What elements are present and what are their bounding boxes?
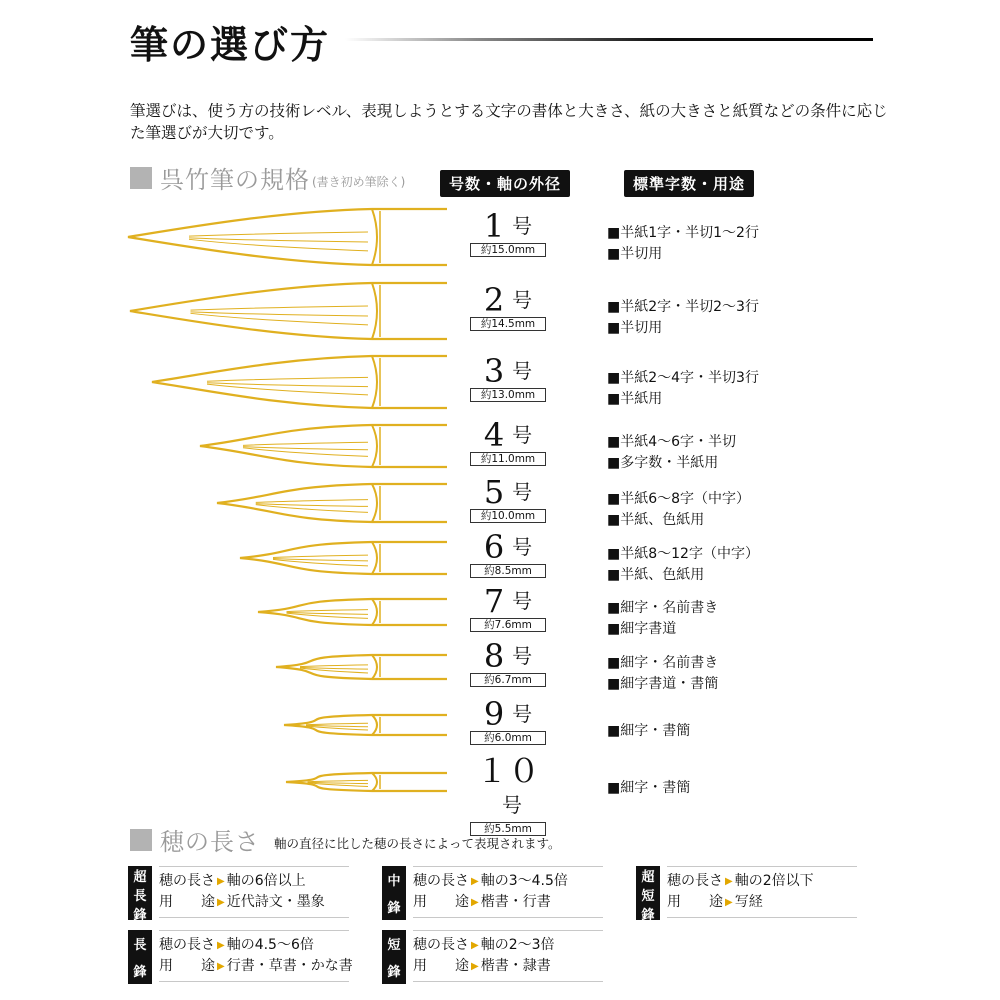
legend-box-2: [382, 866, 603, 920]
triangle-arrow-icon: ▶: [725, 876, 733, 887]
legend-length-row: [667, 871, 857, 892]
triangle-arrow-icon: ▶: [471, 961, 479, 972]
legend-use-value: 楷書・行書: [480, 894, 551, 910]
legend-badge-char: 短: [641, 889, 655, 904]
brush-number-value: 4: [483, 416, 505, 454]
length-section-note: 軸の直径に比した穂の長さによって表現されます。: [274, 835, 561, 851]
brush-3: [152, 356, 447, 408]
legend-use-label-b: 途: [201, 894, 215, 910]
legend-use-label-a: 用: [159, 894, 173, 910]
brush-number-value: 2: [483, 281, 505, 319]
legend-box-4: [128, 930, 353, 984]
brush-4: [200, 425, 447, 467]
legend-lines: [152, 866, 349, 920]
length-section-header: [130, 822, 561, 857]
usage-line: ■細字書道・書簡: [607, 676, 719, 692]
triangle-arrow-icon: ▶: [725, 897, 733, 908]
brush-number: [470, 283, 546, 317]
usage-line: ■半紙2〜4字・半切3行: [607, 370, 759, 386]
legend-badge-char: 鋒: [133, 965, 147, 980]
usage-column-label: 標準字数・用途: [624, 170, 754, 197]
legend-badge: [382, 930, 406, 984]
legend-lines: [660, 866, 857, 920]
usage-line: ■半紙1字・半切1〜2行: [607, 225, 759, 241]
spec-section-title: 呉竹筆の規格: [160, 166, 310, 194]
legend-badge: [636, 866, 660, 923]
brush-size-1: [470, 209, 546, 257]
usage-line: ■半紙、色紙用: [607, 567, 705, 583]
brush-number-unit: 号: [512, 589, 533, 613]
brush-number: [470, 209, 546, 243]
brush-number: [470, 639, 546, 673]
legend-use-label-b: 途: [455, 958, 469, 974]
brush-number-value: 8: [483, 637, 505, 675]
legend-use-label-b: 途: [201, 958, 215, 974]
legend-box-1: [128, 866, 349, 923]
legend-length-row: [413, 871, 603, 892]
brush-usage-9: [607, 721, 690, 742]
brush-8: [276, 655, 447, 679]
legend-length-label: 穂の長さ: [413, 937, 469, 953]
legend-box-3: [636, 866, 857, 923]
usage-line: ■細字・書簡: [607, 780, 691, 796]
legend-badge: [128, 866, 152, 923]
brush-number: [470, 697, 546, 731]
brush-number-unit: 号: [512, 288, 533, 312]
legend-length-row: [159, 871, 349, 892]
legend-use-row: [159, 956, 353, 977]
brush-diameter: 約14.5mm: [470, 317, 546, 331]
brush-5: [217, 484, 447, 522]
legend-box-5: [382, 930, 603, 984]
brush-number-unit: 号: [502, 793, 522, 817]
triangle-arrow-icon: ▶: [217, 961, 225, 972]
brush-1: [128, 209, 447, 265]
brush-number-unit: 号: [512, 480, 533, 504]
brush-number-value: 9: [483, 695, 505, 733]
usage-line: ■半紙2字・半切2〜3行: [607, 299, 759, 315]
legend-use-label-a: 用: [159, 958, 173, 974]
brush-usage-7: [607, 598, 718, 640]
legend-use-label-a: 用: [667, 894, 681, 910]
legend-use-row: [667, 892, 857, 913]
brush-size-8: [470, 639, 546, 687]
legend-use-label-a: 用: [413, 894, 427, 910]
legend-badge-char: 鋒: [641, 908, 655, 923]
brush-number-unit: 号: [512, 214, 533, 238]
brush-diameter: 約11.0mm: [470, 452, 546, 466]
legend-use-row: [413, 892, 603, 913]
brush-diameter: 約5.5mm: [470, 822, 546, 836]
triangle-arrow-icon: ▶: [471, 897, 479, 908]
brush-9: [284, 715, 447, 735]
usage-line: ■半紙4〜6字・半切: [607, 434, 737, 450]
triangle-arrow-icon: ▶: [217, 897, 225, 908]
brush-number-value: 6: [483, 528, 505, 566]
usage-line: ■半紙用: [607, 391, 663, 407]
brush-number-value: 7: [483, 582, 505, 620]
brush-usage-6: [607, 544, 759, 586]
brush-number: [470, 418, 546, 452]
legend-use-label-b: 途: [709, 894, 723, 910]
legend-length-value: 軸の6倍以上: [226, 873, 306, 889]
brush-6: [240, 542, 447, 574]
brush-size-3: [470, 354, 546, 402]
brush-diameter: 約7.6mm: [470, 618, 546, 632]
legend-badge-char: 中: [387, 874, 401, 889]
usage-line: ■半紙6〜8字（中字）: [607, 491, 751, 507]
usage-line: ■細字・名前書き: [607, 655, 719, 671]
legend-length-value: 軸の3〜4.5倍: [480, 873, 568, 889]
brush-number-unit: 号: [512, 644, 533, 668]
size-column-label: 号数・軸の外径: [440, 170, 570, 197]
usage-line: ■細字・書簡: [607, 723, 691, 739]
brush-size-5: [470, 475, 546, 523]
brush-size-6: [470, 530, 546, 578]
triangle-arrow-icon: ▶: [471, 940, 479, 951]
usage-line: ■半紙8〜12字（中字）: [607, 546, 759, 562]
legend-badge-char: 長: [133, 889, 147, 904]
triangle-arrow-icon: ▶: [471, 876, 479, 887]
brush-diameter: 約15.0mm: [470, 243, 546, 257]
legend-use-label-b: 途: [455, 894, 469, 910]
usage-line: ■細字・名前書き: [607, 600, 719, 616]
legend-badge-char: 短: [387, 938, 401, 953]
brush-number-unit: 号: [512, 423, 533, 447]
page-title: 筆の選び方: [130, 22, 331, 67]
legend-use-value: 近代詩文・墨象: [226, 894, 325, 910]
brush-number-unit: 号: [512, 535, 533, 559]
intro-text: 筆選びは、使う方の技術レベル、表現しようとする文字の書体と大きさ、紙の大きさと紙質などの条件に応じた筆選びが大切です。: [130, 102, 888, 142]
brush-number-unit: 号: [512, 702, 533, 726]
legend-length-label: 穂の長さ: [159, 937, 215, 953]
legend-badge-char: 鋒: [387, 901, 401, 916]
brush-diameter: 約10.0mm: [470, 509, 546, 523]
usage-line: ■多字数・半紙用: [607, 455, 719, 471]
legend-badge-char: 長: [133, 938, 147, 953]
brush-diameter: 約6.7mm: [470, 673, 546, 687]
brush-usage-3: [607, 368, 759, 410]
brush-number-value: 3: [483, 352, 505, 390]
brush-2: [130, 283, 447, 339]
section-square-icon: [130, 829, 152, 851]
brush-usage-1: [607, 223, 759, 265]
brush-number-value: 1: [483, 207, 505, 245]
brush-size-2: [470, 283, 546, 331]
brush-number-value: １０: [475, 752, 540, 790]
usage-line: ■半切用: [607, 320, 663, 336]
legend-use-value: 写経: [734, 894, 763, 910]
legend-lines: [152, 930, 353, 984]
legend-use-value: 楷書・隷書: [480, 958, 551, 974]
legend-length-label: 穂の長さ: [413, 873, 469, 889]
brush-10: [286, 773, 447, 791]
legend-badge-char: 鋒: [387, 965, 401, 980]
brush-diameter: 約8.5mm: [470, 564, 546, 578]
legend-length-label: 穂の長さ: [159, 873, 215, 889]
length-section-title: 穂の長さ: [160, 828, 260, 856]
legend-length-value: 軸の2〜3倍: [480, 937, 555, 953]
brush-usage-4: [607, 432, 736, 474]
brush-size-4: [470, 418, 546, 466]
usage-line: ■半紙、色紙用: [607, 512, 705, 528]
legend-use-label-a: 用: [413, 958, 427, 974]
legend-badge-char: 超: [133, 870, 147, 885]
brush-diameter: 約6.0mm: [470, 731, 546, 745]
legend-badge: [382, 866, 406, 920]
brush-diameter: 約13.0mm: [470, 388, 546, 402]
legend-lines: [406, 866, 603, 920]
brush-number-value: 5: [483, 473, 505, 511]
usage-line: ■細字書道: [607, 621, 677, 637]
legend-use-row: [159, 892, 349, 913]
triangle-arrow-icon: ▶: [217, 876, 225, 887]
brush-usage-8: [607, 653, 718, 695]
legend-length-label: 穂の長さ: [667, 873, 723, 889]
legend-length-value: 軸の4.5〜6倍: [226, 937, 314, 953]
brush-number-unit: 号: [512, 359, 533, 383]
legend-badge-char: 鋒: [133, 908, 147, 923]
brush-number: [470, 475, 546, 509]
legend-badge: [128, 930, 152, 984]
brush-size-7: [470, 584, 546, 632]
usage-line: ■半切用: [607, 246, 663, 262]
brush-size-9: [470, 697, 546, 745]
legend-length-row: [159, 935, 349, 956]
legend-use-row: [413, 956, 603, 977]
brush-usage-5: [607, 489, 750, 531]
brush-usage-2: [607, 297, 759, 339]
legend-lines: [406, 930, 603, 984]
triangle-arrow-icon: ▶: [217, 940, 225, 951]
legend-badge-char: 超: [641, 870, 655, 885]
spec-section-subtitle: (書き初め筆除く): [312, 175, 406, 189]
legend-use-value: 行書・草書・かな書: [226, 958, 353, 974]
brush-number: [470, 530, 546, 564]
legend-length-row: [413, 935, 603, 956]
brush-usage-10: [607, 778, 690, 799]
brush-number: [470, 354, 546, 388]
brush-number: [470, 754, 546, 822]
legend-length-value: 軸の2倍以下: [734, 873, 814, 889]
brush-number: [470, 584, 546, 618]
brush-7: [258, 599, 447, 625]
